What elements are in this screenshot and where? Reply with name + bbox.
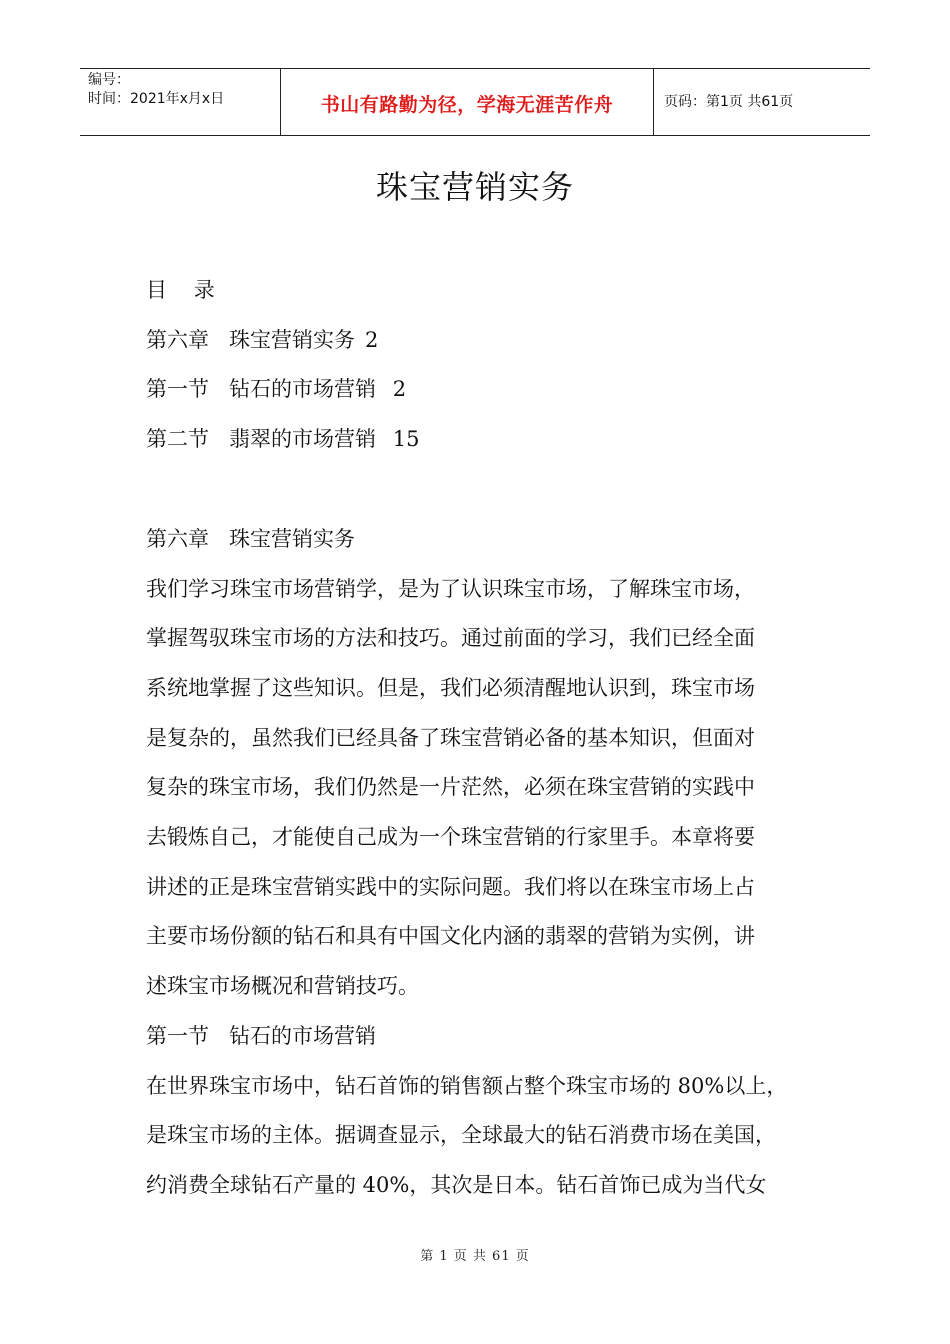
header-motto: 书山有路勤为径，学海无涯苦作舟 <box>320 93 614 116</box>
toc-item[interactable] <box>146 316 826 366</box>
header-page-info: 页码：第1页 共61页 <box>664 93 794 110</box>
toc-heading: 目 录 <box>146 278 215 302</box>
toc-item-page: 2 <box>365 327 379 352</box>
document-title: 珠宝营销实务 <box>375 168 574 206</box>
header-motto-cell <box>281 69 654 135</box>
paragraph-line: 我们学习珠宝市场营销学，是为了认识珠宝市场，了解珠宝市场， <box>146 576 755 601</box>
chapter-heading: 第六章 珠宝营销实务 <box>146 526 356 551</box>
header-page-cell <box>654 69 870 135</box>
paragraph-line: 掌握驾驭珠宝市场的方法和技巧。通过前面的学习，我们已经全面 <box>146 626 755 651</box>
document-date: 时间：2021年x月x日 <box>88 91 225 107</box>
document-number-label: 编号： <box>88 72 130 88</box>
paragraph-line: 约消费全球钻石产量的 40%，其次是日本。钻石首饰已成为当代女 <box>146 1172 767 1197</box>
header-meta <box>80 69 281 135</box>
spacer <box>146 465 826 515</box>
toc-item[interactable] <box>146 415 826 465</box>
toc-item-page: 2 <box>386 377 407 402</box>
section-heading: 第一节 钻石的市场营销 <box>146 1023 377 1048</box>
toc-item[interactable] <box>146 365 826 415</box>
paragraph-line: 去锻炼自己，才能使自己成为一个珠宝营销的行家里手。本章将要 <box>146 825 755 850</box>
toc-item-label: 第二节 翡翠的市场营销 <box>146 427 377 452</box>
paragraph-line: 复杂的珠宝市场，我们仍然是一片茫然，必须在珠宝营销的实践中 <box>146 775 755 800</box>
paragraph-line: 在世界珠宝市场中，钻石首饰的销售额占整个珠宝市场的 80%以上， <box>146 1073 788 1098</box>
paragraph-line: 讲述的正是珠宝营销实践中的实际问题。我们将以在珠宝市场上占 <box>146 874 755 899</box>
paragraph-diamond <box>146 1062 826 1211</box>
paragraph-line: 主要市场份额的钻石和具有中国文化内涵的翡翠的营销为实例，讲 <box>146 924 755 949</box>
toc-item-page: 15 <box>386 427 420 452</box>
paragraph-intro <box>146 565 826 1012</box>
page-footer: 第 1 页 共 61 页 <box>420 1249 530 1264</box>
page-header <box>80 68 870 136</box>
paragraph-line: 是珠宝市场的主体。据调查显示，全球最大的钻石消费市场在美国， <box>146 1123 776 1148</box>
toc-item-label: 第一节 钻石的市场营销 <box>146 377 377 402</box>
toc-item-label: 第六章 珠宝营销实务 <box>146 327 356 352</box>
document-body <box>146 266 826 1211</box>
paragraph-line: 是复杂的，虽然我们已经具备了珠宝营销必备的基本知识，但面对 <box>146 725 755 750</box>
paragraph-line: 述珠宝市场概况和营销技巧。 <box>146 974 419 999</box>
paragraph-line: 系统地掌握了这些知识。但是，我们必须清醒地认识到，珠宝市场 <box>146 675 755 700</box>
